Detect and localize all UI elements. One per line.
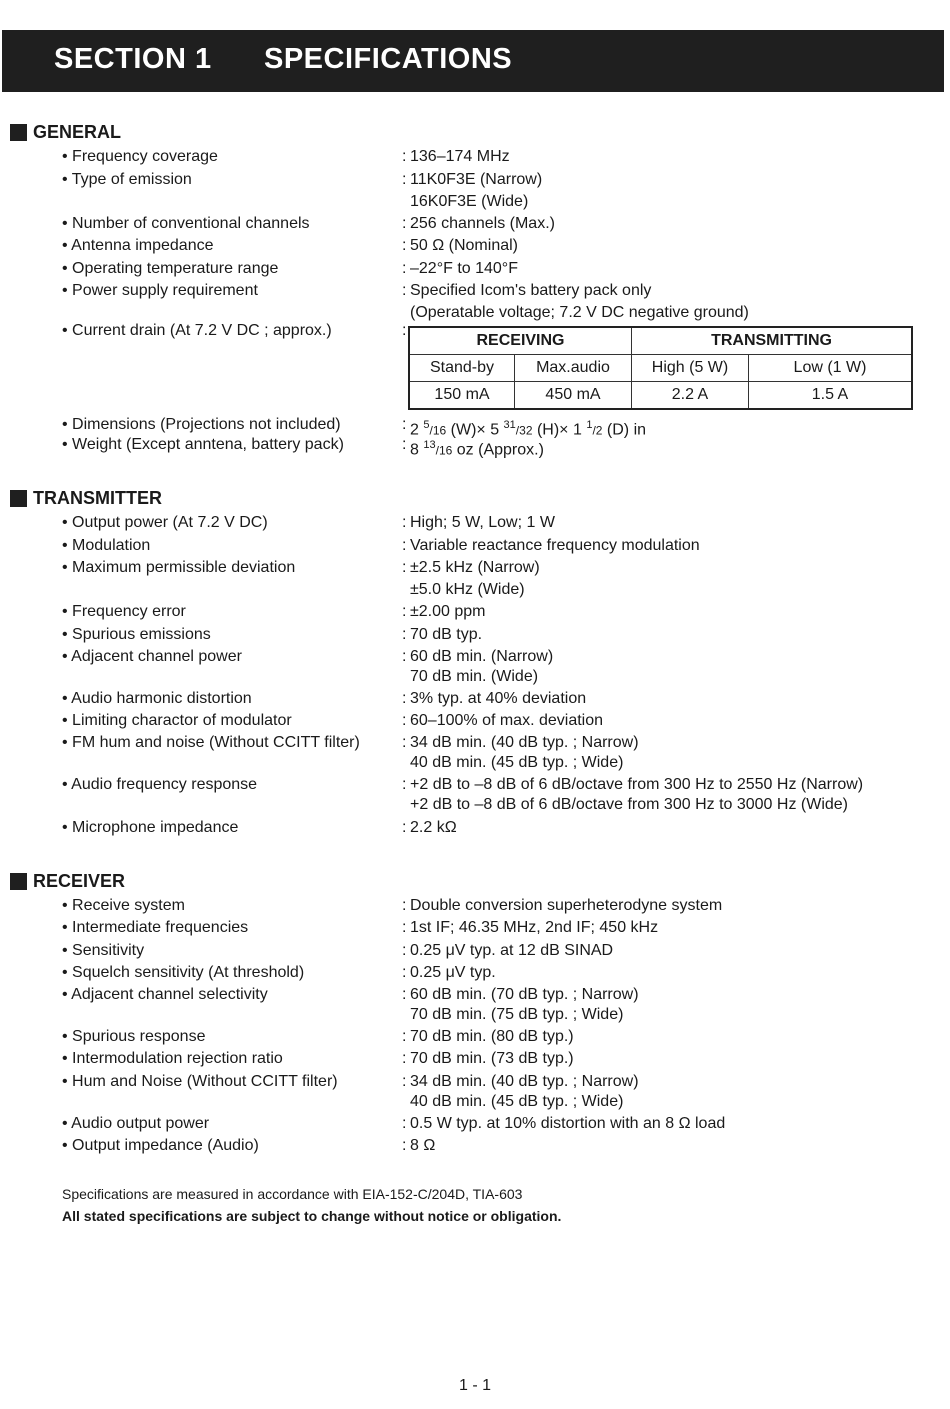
spec-value: 34 dB min. (40 dB typ. ; Narrow) bbox=[410, 1073, 639, 1090]
spec-label: • Modulation bbox=[62, 537, 151, 554]
section-title: SPECIFICATIONS bbox=[264, 43, 513, 75]
transmitter-heading-text: TRANSMITTER bbox=[33, 488, 162, 508]
spec-colon: : bbox=[402, 171, 407, 188]
spec-label: • Intermodulation rejection ratio bbox=[62, 1050, 283, 1067]
spec-colon: : bbox=[402, 626, 407, 643]
spec-label: • Spurious response bbox=[62, 1028, 206, 1045]
spec-value: 3% typ. at 40% deviation bbox=[410, 690, 587, 707]
spec-value: 256 channels (Max.) bbox=[410, 215, 555, 232]
spec-colon: : bbox=[402, 215, 407, 232]
spec-label: • Limiting charactor of modulator bbox=[62, 712, 292, 729]
spec-value-line2: 70 dB min. (Wide) bbox=[410, 668, 539, 685]
table-cell: 2.2 A bbox=[632, 382, 749, 410]
spec-colon: : bbox=[402, 537, 407, 554]
spec-value-line2: +2 dB to –8 dB of 6 dB/octave from 300 Hz to 3000 Hz (Wide) bbox=[410, 796, 849, 813]
dim-a-den: 16 bbox=[432, 423, 447, 438]
table-cell: 450 mA bbox=[515, 382, 632, 410]
dim-b-unit: (H)× 1 bbox=[536, 421, 582, 439]
spec-colon: : bbox=[402, 1137, 407, 1154]
spec-colon: : bbox=[402, 237, 407, 254]
table-row bbox=[409, 382, 912, 410]
spec-value: 70 dB min. (80 dB typ.) bbox=[410, 1028, 574, 1045]
spec-label: • Squelch sensitivity (At threshold) bbox=[62, 964, 305, 981]
table-column-header: Max.audio bbox=[515, 355, 632, 382]
spec-colon: : bbox=[402, 603, 407, 620]
dim-c-den: 2 bbox=[595, 423, 603, 438]
spec-colon: : bbox=[402, 1028, 407, 1045]
spec-value-line2: 16K0F3E (Wide) bbox=[410, 193, 529, 210]
weight-whole: 8 bbox=[410, 441, 419, 459]
current-drain-table bbox=[408, 326, 913, 410]
transmitter-heading bbox=[10, 488, 162, 509]
spec-label: • Power supply requirement bbox=[62, 282, 258, 299]
spec-colon: : bbox=[402, 282, 407, 299]
spec-label: • Spurious emissions bbox=[62, 626, 211, 643]
spec-value: 0.25 μV typ. at 12 dB SINAD bbox=[410, 942, 614, 959]
page-number: 1 - 1 bbox=[458, 1377, 491, 1394]
spec-label: • Sensitivity bbox=[62, 942, 145, 959]
table-column-header-row bbox=[409, 355, 912, 382]
spec-label: • Audio harmonic distortion bbox=[62, 690, 252, 707]
spec-value: 0.25 μV typ. bbox=[410, 964, 496, 981]
spec-colon: : bbox=[402, 648, 407, 665]
section-number: SECTION 1 bbox=[54, 43, 212, 75]
spec-value: 34 dB min. (40 dB typ. ; Narrow) bbox=[410, 734, 639, 751]
spec-value-line2: 40 dB min. (45 dB typ. ; Wide) bbox=[410, 1093, 624, 1110]
spec-value: 136–174 MHz bbox=[410, 148, 510, 165]
spec-label: • Output power (At 7.2 V DC) bbox=[62, 514, 268, 531]
spec-colon: : bbox=[402, 416, 407, 433]
table-group-receiving: RECEIVING bbox=[409, 327, 632, 355]
spec-colon: : bbox=[402, 776, 407, 793]
spec-colon: : bbox=[402, 322, 407, 339]
table-group-header-row bbox=[409, 327, 912, 355]
dim-a-num: 5 bbox=[423, 419, 430, 431]
spec-label: • Audio output power bbox=[62, 1115, 210, 1132]
spec-value: 50 Ω (Nominal) bbox=[410, 237, 518, 254]
spec-label: • Output impedance (Audio) bbox=[62, 1137, 259, 1154]
spec-value: ±2.5 kHz (Narrow) bbox=[410, 559, 540, 576]
spec-colon: : bbox=[402, 919, 407, 936]
square-bullet-icon bbox=[10, 873, 27, 890]
weight-num: 13 bbox=[423, 439, 436, 451]
spec-colon: : bbox=[402, 1115, 407, 1132]
dim-a-unit: (W)× 5 bbox=[450, 421, 500, 439]
dim-a-whole: 2 bbox=[410, 421, 419, 439]
spec-label: • Current drain (At 7.2 V DC ; approx.) bbox=[62, 322, 332, 339]
table-cell: 1.5 A bbox=[749, 382, 913, 410]
spec-value: –22°F to 140°F bbox=[410, 260, 518, 277]
spec-label: • Intermediate frequencies bbox=[62, 919, 249, 936]
general-heading bbox=[10, 122, 121, 143]
spec-colon: : bbox=[402, 942, 407, 959]
spec-label: • Weight (Except anntena, battery pack) bbox=[62, 436, 344, 453]
spec-label: • Adjacent channel power bbox=[62, 648, 242, 665]
spec-colon: : bbox=[402, 819, 407, 836]
spec-colon: : bbox=[402, 1050, 407, 1067]
spec-label: • Antenna impedance bbox=[62, 237, 214, 254]
spec-value: 11K0F3E (Narrow) bbox=[410, 171, 543, 188]
spec-label: • Operating temperature range bbox=[62, 260, 279, 277]
spec-value: 0.5 W typ. at 10% distortion with an 8 Ω load bbox=[410, 1115, 726, 1132]
spec-value-line2: (Operatable voltage; 7.2 V DC negative ground) bbox=[410, 304, 749, 321]
square-bullet-icon bbox=[10, 124, 27, 141]
weight-unit: oz (Approx.) bbox=[456, 441, 544, 459]
disclaimer-note: All stated specifications are subject to change without notice or obligation. bbox=[62, 1208, 562, 1224]
spec-value: 2 $^5$/16 (W)× 5 $^{31}$/32 (H)× 1 $^1$/2 (D) in bbox=[410, 419, 647, 439]
spec-label: • FM hum and noise (Without CCITT filter) bbox=[62, 734, 360, 751]
spec-colon: : bbox=[402, 260, 407, 277]
spec-value: Variable reactance frequency modulation bbox=[410, 537, 700, 554]
spec-colon: : bbox=[402, 1073, 407, 1090]
spec-colon: : bbox=[402, 712, 407, 729]
spec-value: 60 dB min. (Narrow) bbox=[410, 648, 554, 665]
spec-colon: : bbox=[402, 559, 407, 576]
spec-colon: : bbox=[402, 690, 407, 707]
spec-colon: : bbox=[402, 734, 407, 751]
spec-value: 8 $^{13}$/16 oz (Approx.) bbox=[410, 439, 544, 459]
spec-label: • Adjacent channel selectivity bbox=[62, 986, 268, 1003]
dim-c-num: 1 bbox=[586, 419, 593, 431]
weight-den: 16 bbox=[438, 443, 453, 458]
spec-colon: : bbox=[402, 436, 407, 453]
spec-value: +2 dB to –8 dB of 6 dB/octave from 300 Hz to 2550 Hz (Narrow) bbox=[410, 776, 864, 793]
table-group-transmitting: TRANSMITTING bbox=[632, 327, 913, 355]
spec-value: 60 dB min. (70 dB typ. ; Narrow) bbox=[410, 986, 639, 1003]
spec-label: • Dimensions (Projections not included) bbox=[62, 416, 341, 433]
spec-value-line2: 40 dB min. (45 dB typ. ; Wide) bbox=[410, 754, 624, 771]
spec-colon: : bbox=[402, 986, 407, 1003]
general-heading-text: GENERAL bbox=[33, 122, 122, 142]
square-bullet-icon bbox=[10, 490, 27, 507]
spec-value: Double conversion superheterodyne system bbox=[410, 897, 723, 914]
spec-value: 1st IF; 46.35 MHz, 2nd IF; 450 kHz bbox=[410, 919, 659, 936]
spec-label: • Type of emission bbox=[62, 171, 192, 188]
spec-label: • Maximum permissible deviation bbox=[62, 559, 296, 576]
receiver-heading-text: RECEIVER bbox=[33, 871, 126, 891]
spec-value: 60–100% of max. deviation bbox=[410, 712, 604, 729]
spec-label: • Frequency error bbox=[62, 603, 186, 620]
spec-value: 70 dB typ. bbox=[410, 626, 483, 643]
spec-label: • Audio frequency response bbox=[62, 776, 258, 793]
section-header-bar bbox=[2, 30, 944, 92]
spec-value: High; 5 W, Low; 1 W bbox=[410, 514, 555, 531]
spec-colon: : bbox=[402, 897, 407, 914]
standard-note: Specifications are measured in accordance with EIA-152-C/204D, TIA-603 bbox=[62, 1186, 523, 1202]
spec-value-line2: 70 dB min. (75 dB typ. ; Wide) bbox=[410, 1006, 624, 1023]
spec-value-line2: ±5.0 kHz (Wide) bbox=[410, 581, 525, 598]
table-column-header: High (5 W) bbox=[632, 355, 749, 382]
spec-label: • Microphone impedance bbox=[62, 819, 239, 836]
spec-colon: : bbox=[402, 148, 407, 165]
table-column-header: Stand-by bbox=[409, 355, 515, 382]
spec-label: • Number of conventional channels bbox=[62, 215, 310, 232]
spec-label: • Hum and Noise (Without CCITT filter) bbox=[62, 1073, 338, 1090]
table-column-header: Low (1 W) bbox=[749, 355, 913, 382]
receiver-heading bbox=[10, 871, 125, 892]
spec-value: Specified Icom's battery pack only bbox=[410, 282, 652, 299]
spec-value: 8 Ω bbox=[410, 1137, 436, 1154]
spec-colon: : bbox=[402, 514, 407, 531]
dim-c-unit: (D) in bbox=[606, 421, 647, 439]
spec-value: ±2.00 ppm bbox=[410, 603, 486, 620]
spec-value: 2.2 kΩ bbox=[410, 819, 457, 836]
dim-b-den: 32 bbox=[519, 423, 533, 438]
spec-value: 70 dB min. (73 dB typ.) bbox=[410, 1050, 574, 1067]
dim-b-num: 31 bbox=[503, 419, 516, 431]
spec-label: • Frequency coverage bbox=[62, 148, 218, 165]
spec-colon: : bbox=[402, 964, 407, 981]
table-cell: 150 mA bbox=[409, 382, 515, 410]
spec-label: • Receive system bbox=[62, 897, 185, 914]
